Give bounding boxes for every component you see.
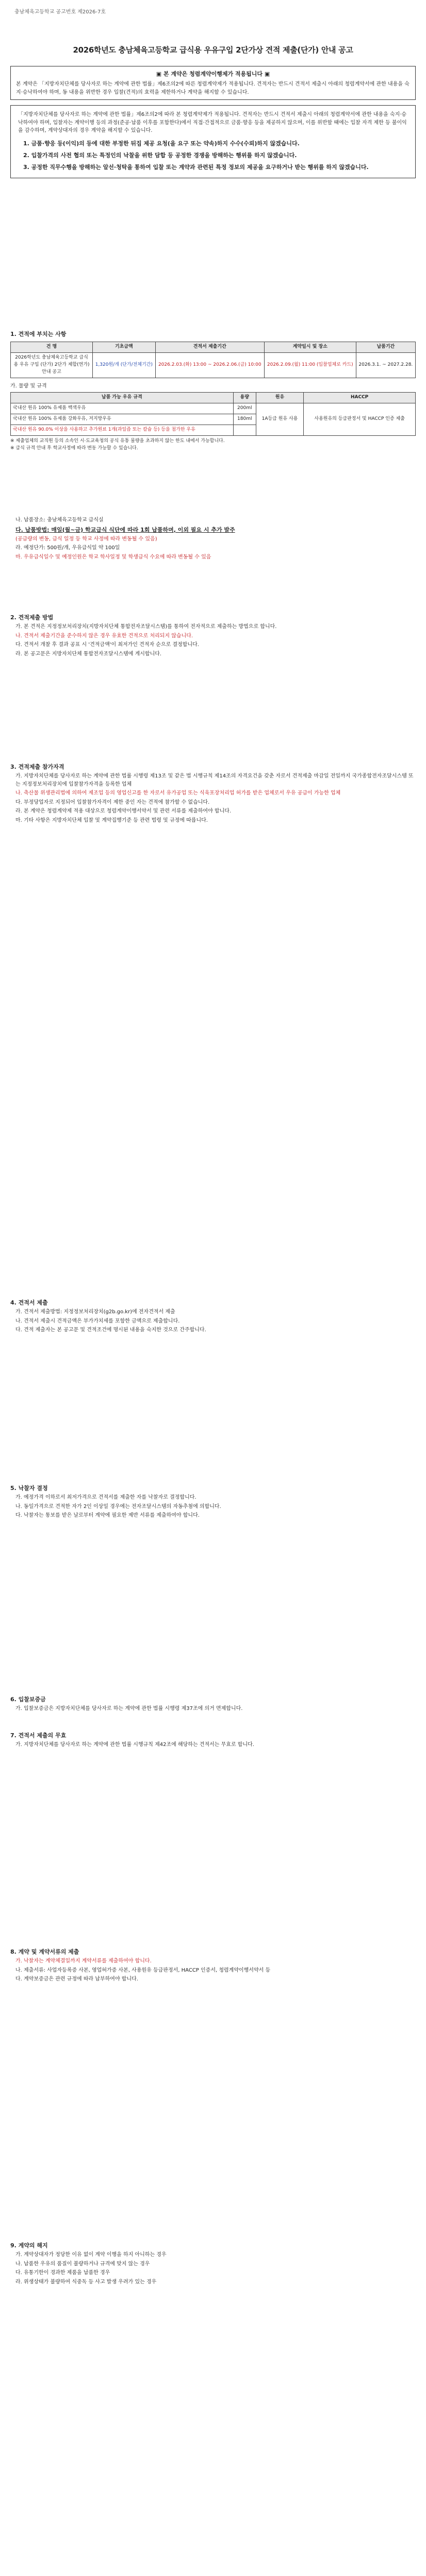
section-1-heading: 1. 견적에 부치는 사항 bbox=[10, 331, 67, 337]
section-2 bbox=[10, 613, 416, 659]
notice-item-3: 3. 공정한 직무수행을 방해하는 알선·청탁을 통하여 입찰 또는 계약과 관련된 특정 정보의 제공을 요구하거나 받는 행위를 하지 않겠습니다. bbox=[23, 163, 369, 171]
section-9-item-4: 라. 위생상태가 불량하여 식중독 등 사고 발생 우려가 있는 경우 bbox=[15, 2279, 157, 2285]
spec-raw-grade: 1A등급 원유 사용 bbox=[256, 403, 304, 436]
notice-paragraph-1: 본 계약은 「지방자치단체를 당사자로 하는 계약에 관한 법률」제6조의2에 따른 청렴계약제가 적용됩니다. 견적자는 반드시 견적서 제출시 아래의 청렴계약서에 관한 내용을 숙지·승낙하여야 하며, 동 내용을 위반한 경우 입찰(견적)의 효력을 제한하거나 계약을 해지할 수 있습니다. bbox=[16, 81, 409, 95]
bid-table bbox=[10, 342, 416, 378]
notice-item-1: 1. 금품·향응 등(이익)의 등에 대한 부정한 뒤집 제공 요청(을 요구 또는 약속)하지 수수(수뢰)하지 않겠습니다. bbox=[23, 140, 300, 147]
notice-header: ▣ 본 계약은 청렴계약이행제가 적용됩니다 ▣ bbox=[156, 71, 270, 77]
section-2-item-4: 라. 본 공고문은 지방자치단체 통합전자조달시스템에 게시합니다. bbox=[15, 651, 162, 657]
section-9-item-2: 나. 납품한 우유의 품질이 불량하거나 규격에 맞지 않는 경우 bbox=[15, 2261, 150, 2267]
section-2-heading: 2. 견적제출 방법 bbox=[10, 614, 54, 621]
section-2-item-3: 다. 견적서 개찰 후 결과 공표 시 '견적금액'이 최저가인 견적자 순으로 결정합니다. bbox=[15, 642, 199, 648]
expected-price: 라. 예정단가: 500원/개, 우유급식일 약 100일 bbox=[15, 545, 120, 551]
section-6-item-1: 가. 입찰보증금은 지방자치단체를 당사자로 하는 계약에 관한 법률 시행령 제37조에 의거 면제합니다. bbox=[15, 1706, 243, 1712]
section-9-item-3: 다. 유통기한이 경과한 제품을 납품한 경우 bbox=[15, 2270, 110, 2276]
section-8 bbox=[10, 1947, 416, 1985]
bid-col-delivery: 납품기간 bbox=[356, 342, 415, 353]
spec-row-1-type: 국내산 원유 100% 유제품 백색우유 bbox=[11, 403, 234, 414]
section-4-item-1: 가. 견적서 제출방법: 지정정보처리장치(g2b.go.kr)에 전자견적서 제출 bbox=[15, 1309, 175, 1315]
bid-cell-base: 1,320원/개 (단가/전체기간) bbox=[93, 352, 156, 378]
section-3-item-1: 가. 지방자치단체를 당사자로 하는 계약에 관한 법률 시행령 제13조 및 같은 법 시행규칙 제14조의 자격요건을 갖춘 자로서 견적제출 마감일 전일까지 국가종합전자조달시스템 또는 지정정보처리장치에 입찰참가자격을 등록한 업체 bbox=[15, 773, 414, 787]
bid-col-name: 건 명 bbox=[11, 342, 93, 353]
spec-row-1-volume: 200ml bbox=[233, 403, 256, 414]
spec-col-raw: 원유 bbox=[256, 393, 304, 403]
section-9-item-1: 가. 계약상대자가 정당한 이유 없이 계약 이행을 하지 아니하는 경우 bbox=[15, 2252, 167, 2258]
section-4-item-2: 나. 견적서 제출시 견적금액은 부가가치세를 포함한 금액으로 제출합니다. bbox=[15, 1318, 180, 1324]
section-7-heading: 7. 견적서 제출의 무효 bbox=[10, 1732, 67, 1739]
section-3-item-3: 다. 부정당업자로 지정되어 입찰참가자격이 제한 중인 자는 견적에 참가할 수 없습니다. bbox=[15, 799, 210, 805]
spec-table bbox=[10, 392, 416, 436]
section-5-item-3: 다. 낙찰자는 통보를 받은 날로부터 계약에 필요한 제반 서류를 제출하여야 합니다. bbox=[15, 1513, 200, 1519]
section-9 bbox=[10, 2241, 416, 2287]
section-3 bbox=[10, 762, 416, 825]
schedule-note: 마. 우유급식일수 및 예정인원은 학교 학사일정 및 학생급식 수요에 따라 변동될 수 있음 bbox=[15, 554, 211, 560]
bid-cell-period: 2026.2.03.(화) 13:00 ~ 2026.2.06.(금) 10:00 bbox=[155, 352, 264, 378]
document-number: 충남체육고등학교 공고번호 제2026-7호 bbox=[14, 9, 106, 15]
section-6-heading: 6. 입찰보증금 bbox=[10, 1696, 46, 1703]
notice-item-2: 2. 입찰가격의 사전 협의 또는 특정인의 낙찰을 위한 담합 등 공정한 경쟁을 방해하는 행위를 하지 않겠습니다. bbox=[23, 151, 297, 159]
notice-box bbox=[10, 66, 416, 100]
section-2-item-1: 가. 본 견적은 지정정보처리장치(지방자치단체 통합전자조달시스템)를 통하여 전자적으로 제출하는 방법으로 합니다. bbox=[15, 624, 277, 630]
section-8-item-2: 나. 제출서류: 사업자등록증 사본, 영업허가증 사본, 사용원유 등급판정서, HACCP 인증서, 청렴계약이행서약서 등 bbox=[15, 1967, 271, 1973]
section-4-heading: 4. 견적서 제출 bbox=[10, 1299, 48, 1306]
spec-subheading: 가. 물량 및 규격 bbox=[10, 383, 47, 389]
spec-row-3-volume bbox=[233, 425, 256, 436]
integrity-notice bbox=[10, 66, 416, 178]
spec-row-3-type: 국내산 원유 90.0% 이상을 사용하고 추가원료 1개(과일즙 또는 칼슘 등) 등을 첨가한 우유 bbox=[11, 425, 234, 436]
delivery-info bbox=[10, 515, 416, 562]
spec-col-haccp: HACCP bbox=[304, 393, 416, 403]
spec-col-volume: 용량 bbox=[233, 393, 256, 403]
bid-cell-contract: 2026.2.09.(월) 11:00 (입찰업체로 카드) bbox=[264, 352, 356, 378]
spec-note-1: ※ 제출업체의 교직원 등의 소속인 시·도교육청의 공식 유통 물량을 초과하지 않는 한도 내에서 가능합니다. bbox=[10, 438, 225, 444]
section-8-item-1: 가. 낙찰자는 계약체결일까지 계약서류를 제출하여야 합니다. bbox=[15, 1958, 152, 1964]
notice-paragraph-2: 「지방자치단체를 당사자로 하는 계약에 관한 법률」제6조의2에 따라 본 청렴계약제가 적용됩니다. 견적자는 반드시 견적서 제출시 아래의 청렴계약서에 관한 내용을 숙지·승낙하여야 하며, 입찰자는 계약이행 등의 과정(준공·납품 이후를 포함한다)에서 직접·간접적으로 금품·향응 등을 제공하지 않으며, 이를 위반할 때에는 입찰 자격 제한 등 불이익을 감수하며, 계약상대자의 경우 계약을 해지할 수 있습니다. bbox=[18, 112, 407, 134]
delivery-method-note: (공급량의 변동, 급식 일정 등 학교 사정에 따라 변동될 수 있음) bbox=[15, 536, 157, 542]
section-6 bbox=[10, 1695, 416, 1714]
bid-cell-delivery: 2026.3.1. ~ 2027.2.28. bbox=[356, 352, 415, 378]
section-7-item-1: 가. 지방자치단체를 당사자로 하는 계약에 관한 법률 시행규칙 제42조에 해당하는 견적서는 무효로 합니다. bbox=[15, 1742, 254, 1748]
section-5-item-1: 가. 예정가격 이하로서 최저가격으로 견적서를 제출한 자를 낙찰자로 결정합니다. bbox=[15, 1495, 196, 1501]
bid-col-contract: 계약일시 및 장소 bbox=[264, 342, 356, 353]
section-4 bbox=[10, 1298, 416, 1335]
notice-detail-box bbox=[10, 105, 416, 178]
section-5-heading: 5. 낙찰자 결정 bbox=[10, 1485, 48, 1492]
delivery-place: 나. 납품장소: 충남체육고등학교 급식실 bbox=[15, 517, 104, 523]
section-4-item-3: 다. 견적 제출자는 본 공고문 및 견적조건에 명시된 내용을 숙지한 것으로 간주합니다. bbox=[15, 1327, 206, 1333]
spec-col-type: 납품 가능 우유 규격 bbox=[11, 393, 234, 403]
section-8-item-3: 다. 계약보증금은 관련 규정에 따라 납부하여야 합니다. bbox=[15, 1976, 138, 1982]
section-3-item-4: 라. 본 계약은 청렴계약제 적용 대상으로 청렴계약이행서약서 및 관련 서류를 제출하여야 합니다. bbox=[15, 808, 232, 815]
section-8-heading: 8. 계약 및 계약서류의 제출 bbox=[10, 1948, 79, 1955]
bid-col-base: 기초금액 bbox=[93, 342, 156, 353]
page-title: 2026학년도 충남체육고등학교 급식용 우유구입 2단가상 견적 제출(단가) 안내 공고 bbox=[73, 45, 353, 55]
spec-row-2-volume: 180ml bbox=[233, 414, 256, 425]
section-3-heading: 3. 견적제출 참가자격 bbox=[10, 764, 64, 770]
section-1 bbox=[10, 330, 416, 452]
section-3-item-2: 나. 축산물 위생관리법에 의하여 제조업 등의 영업신고를 한 자로서 유가공업 또는 식육포장처리업 허가를 받은 업체로서 우유 공급이 가능한 업체 bbox=[15, 790, 341, 796]
section-9-heading: 9. 계약의 해지 bbox=[10, 2242, 48, 2249]
bid-col-period: 견적서 제출기간 bbox=[155, 342, 264, 353]
section-5 bbox=[10, 1484, 416, 1521]
section-7 bbox=[10, 1731, 416, 1750]
delivery-method: 다. 납품방법: 매일(월~금) 학교급식 식단에 따라 1회 납품하며, 이외 필요 시 추가 발주 bbox=[15, 526, 235, 533]
bid-cell-name: 2026학년도 충남체육고등학교 급식용 우유 구입 (단가) 2단가 제합(연가) 안내 공고 bbox=[11, 352, 93, 378]
spec-note-2: ※ 급식 규격 안내 후 학교사정에 따라 변동 가능할 수 있습니다. bbox=[10, 445, 138, 451]
spec-haccp: 사용원유의 등급판정서 및 HACCP 인증 제출 bbox=[304, 403, 416, 436]
spec-row-2-type: 국내산 원유 100% 유제품 강화우유, 저지방우유 bbox=[11, 414, 234, 425]
section-2-item-2: 나. 견적서 제출기간을 준수하지 않은 경우 유효한 견적으로 처리되지 않습니다. bbox=[15, 633, 193, 639]
section-3-item-5: 마. 기타 사항은 지방자치단체 입찰 및 계약집행기준 등 관련 법령 및 규정에 따릅니다. bbox=[15, 817, 208, 823]
section-5-item-2: 나. 동일가격으로 견적한 자가 2인 이상일 경우에는 전자조달시스템의 자동추첨에 의합니다. bbox=[15, 1503, 221, 1510]
